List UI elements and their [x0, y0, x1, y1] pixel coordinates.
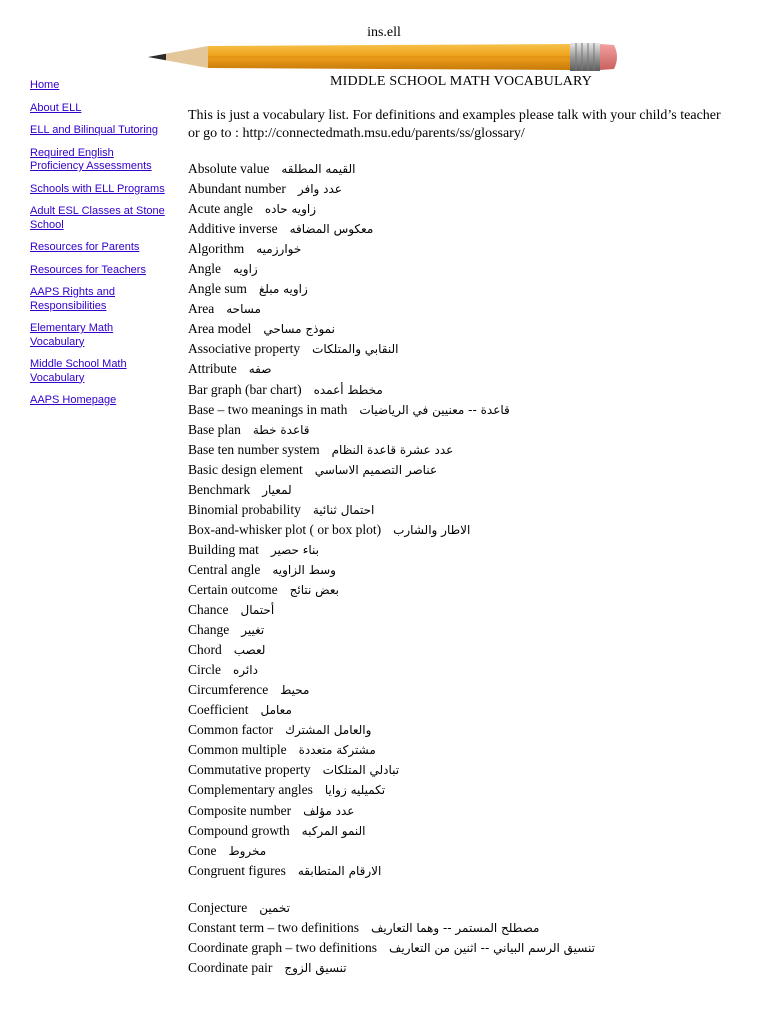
vocab-term-english: Abundant number — [188, 181, 286, 197]
vocab-term-english: Chance — [188, 602, 229, 618]
vocab-term-english: Chord — [188, 642, 222, 658]
nav-link-schools-with-ell[interactable]: Schools with ELL Programs — [30, 182, 165, 195]
vocab-term-arabic: الارقام المتطابقه — [297, 863, 382, 878]
vocab-item — [188, 239, 748, 259]
vocab-term-arabic: قاعدة -- معنيين في الرياضيات — [359, 402, 510, 417]
vocab-item — [188, 918, 748, 938]
vocab-item — [188, 958, 748, 978]
vocab-item — [188, 898, 748, 918]
vocab-term-english: Coefficient — [188, 702, 249, 718]
vocab-term-english: Coordinate pair — [188, 959, 273, 975]
vocab-term-arabic: معكوس المضافه — [289, 222, 374, 237]
vocab-term-english: Circumference — [188, 682, 269, 698]
vocab-item — [188, 219, 748, 239]
nav-link-adult-esl[interactable]: Adult ESL Classes at Stone School — [30, 205, 165, 231]
vocab-item — [188, 620, 748, 640]
vocab-term-english: Constant term – two definitions — [188, 919, 359, 935]
vocab-term-english: Common multiple — [188, 742, 287, 758]
vocab-item — [188, 760, 748, 780]
vocab-term-arabic: وسط الزاويه — [272, 562, 336, 577]
vocab-term-english: Box-and-whisker plot ( or box plot) — [188, 521, 382, 537]
vocab-term-arabic: بناء حصير — [270, 542, 320, 557]
vocab-item — [188, 199, 748, 219]
nav-link-ell-tutoring[interactable]: ELL and Bilinqual Tutoring — [30, 124, 159, 136]
page-title: MIDDLE SCHOOL MATH VOCABULARY — [330, 74, 593, 89]
vocab-term-english: Angle sum — [188, 281, 247, 297]
vocab-term-arabic: النمو المركبه — [301, 823, 366, 838]
vocab-item — [188, 560, 748, 580]
vocab-term-english: Circle — [188, 662, 221, 678]
vocab-item — [188, 640, 748, 660]
vocab-item — [188, 460, 748, 480]
vocab-term-arabic: مخروط — [228, 843, 267, 858]
vocab-item — [188, 841, 748, 861]
vocab-item — [188, 720, 748, 740]
pencil-banner-image — [146, 38, 622, 74]
vocab-term-english: Angle — [188, 261, 221, 277]
vocab-term-arabic: احتمال ثنائية — [312, 502, 375, 517]
vocab-term-arabic: لعصب — [233, 643, 266, 658]
vocab-item — [188, 440, 748, 460]
nav-link-home[interactable]: Home — [30, 79, 60, 91]
vocab-term-arabic: مساحه — [226, 302, 261, 317]
nav-link-rights-responsibilities[interactable]: AAPS Rights and Responsibilities — [30, 286, 115, 312]
vocab-term-english: Binomial probability — [188, 501, 301, 517]
vocab-item — [188, 159, 748, 179]
nav-link-resources-teachers[interactable]: Resources for Teachers — [30, 263, 146, 276]
sidebar-nav — [30, 79, 170, 417]
vocab-term-arabic: نموذج مساحي — [263, 322, 335, 337]
nav-link-resources-parents[interactable]: Resources for Parents — [30, 241, 140, 253]
vocab-term-english: Building mat — [188, 541, 259, 557]
nav-link-middle-school-math-vocab[interactable]: Middle School Math Vocabulary — [30, 358, 127, 384]
vocab-term-arabic: لمعيار — [262, 482, 292, 497]
vocab-term-english: Algorithm — [188, 241, 245, 257]
vocab-term-english: Benchmark — [188, 481, 251, 497]
intro-paragraph: This is just a vocabulary list. For definitions and examples please talk with your child’s teacher or go to : http://connectedmath.msu.edu/parents/ss/glossary/ — [188, 108, 721, 141]
vocab-term-arabic: تبادلي المتلكات — [322, 763, 400, 778]
vocab-term-arabic: زاويه — [233, 262, 258, 277]
vocab-term-english: Additive inverse — [188, 221, 278, 237]
vocab-term-english: Acute angle — [188, 201, 253, 217]
vocab-term-arabic: زاويه حاده — [264, 202, 317, 217]
vocab-term-arabic: خوارزميه — [256, 242, 302, 257]
nav-link-elementary-math-vocab[interactable]: Elementary Math Vocabulary — [30, 322, 114, 348]
vocab-term-english: Basic design element — [188, 461, 303, 477]
vocab-term-english: Associative property — [188, 341, 301, 357]
vocab-item — [188, 861, 748, 881]
vocab-term-english: Conjecture — [188, 899, 248, 915]
vocab-term-arabic: القيمه المطلقه — [281, 162, 356, 176]
vocab-term-english: Central angle — [188, 561, 261, 577]
nav-link-aaps-homepage[interactable]: AAPS Homepage — [30, 394, 117, 406]
vocab-term-arabic: تغيير — [241, 623, 265, 638]
vocab-term-arabic: بعض نتائج — [289, 582, 339, 597]
vocab-item — [188, 319, 748, 339]
vocab-item — [188, 740, 748, 760]
vocab-term-english: Base – two meanings in math — [188, 401, 348, 417]
vocab-term-english: Common factor — [188, 722, 274, 738]
vocab-term-arabic: معامل — [260, 703, 292, 718]
vocab-item — [188, 339, 748, 359]
vocab-term-english: Area — [188, 301, 215, 317]
vocab-term-arabic: مشتركة متعددة — [298, 743, 376, 758]
vocab-term-english: Compound growth — [188, 822, 290, 838]
vocab-item — [188, 500, 748, 520]
vocab-term-english: Certain outcome — [188, 581, 278, 597]
vocab-item — [188, 279, 748, 299]
vocabulary-list — [188, 159, 748, 978]
vocab-term-arabic: عناصر التصميم الاساسي — [314, 462, 438, 477]
vocab-term-arabic: محيط — [280, 683, 310, 698]
vocab-term-arabic: عدد مؤلف — [303, 803, 355, 818]
vocab-item — [188, 299, 748, 319]
vocab-item — [188, 420, 748, 440]
vocab-item — [188, 580, 748, 600]
vocab-term-english: Cone — [188, 842, 217, 858]
vocab-term-arabic: تنسيق الزوج — [284, 960, 347, 975]
vocab-item — [188, 359, 748, 379]
vocab-term-english: Composite number — [188, 802, 292, 818]
vocab-item — [188, 540, 748, 560]
vocab-term-arabic: مخطط أعمده — [313, 382, 383, 397]
vocab-item — [188, 520, 748, 540]
nav-link-about-ell[interactable]: About ELL — [30, 101, 82, 114]
vocab-term-arabic: تنسيق الرسم البياني -- اثنين من التعاريف — [388, 940, 595, 955]
vocab-term-english: Base plan — [188, 421, 241, 437]
vocab-term-english: Attribute — [188, 361, 237, 377]
vocab-item — [188, 680, 748, 700]
vocab-term-arabic: أحتمال — [240, 603, 275, 618]
vocab-term-english: Absolute value — [188, 161, 270, 176]
vocab-term-english: Commutative property — [188, 762, 311, 778]
vocab-term-arabic: مصطلح المستمر -- وهما التعاريف — [371, 920, 540, 935]
vocab-term-arabic: دائره — [233, 663, 258, 678]
nav-link-proficiency-assessments[interactable]: Required English Proficiency Assessments — [30, 146, 152, 172]
vocab-item — [188, 938, 748, 958]
vocab-term-arabic: عدد عشرة قاعدة النظام — [331, 442, 454, 457]
vocab-item — [188, 700, 748, 720]
vocab-term-arabic: تكميليه زوايا — [324, 783, 386, 798]
vocab-term-english: Area model — [188, 321, 252, 337]
vocab-term-english: Coordinate graph – two definitions — [188, 939, 377, 955]
vocab-term-english: Change — [188, 622, 230, 638]
vocab-term-arabic: النقابي والمتلكات — [312, 342, 399, 357]
vocab-item — [188, 259, 748, 279]
vocab-term-english: Base ten number system — [188, 441, 320, 457]
vocab-item — [188, 660, 748, 680]
vocab-item — [188, 801, 748, 821]
vocab-item — [188, 600, 748, 620]
vocab-term-arabic: صفه — [248, 362, 272, 377]
vocab-term-arabic: زاويه مبلغ — [258, 282, 308, 297]
vocab-term-english: Bar graph (bar chart) — [188, 381, 302, 397]
vocab-term-english: Congruent figures — [188, 862, 286, 878]
vocab-term-arabic: والعامل المشترك — [285, 723, 372, 738]
vocab-item — [188, 780, 748, 800]
vocab-term-arabic: تخمين — [259, 900, 291, 915]
vocab-item — [188, 480, 748, 500]
vocab-term-english: Complementary angles — [188, 782, 313, 798]
vocab-item — [188, 400, 748, 420]
vocab-term-arabic: عدد وافر — [297, 182, 342, 197]
vocab-item — [188, 179, 748, 199]
vocab-term-arabic: الاطار والشارب — [393, 522, 471, 537]
vocab-item — [188, 380, 748, 400]
vocab-term-arabic: قاعدة خطة — [252, 422, 310, 437]
vocab-item — [188, 821, 748, 841]
site-title: ins.ell — [367, 25, 401, 40]
